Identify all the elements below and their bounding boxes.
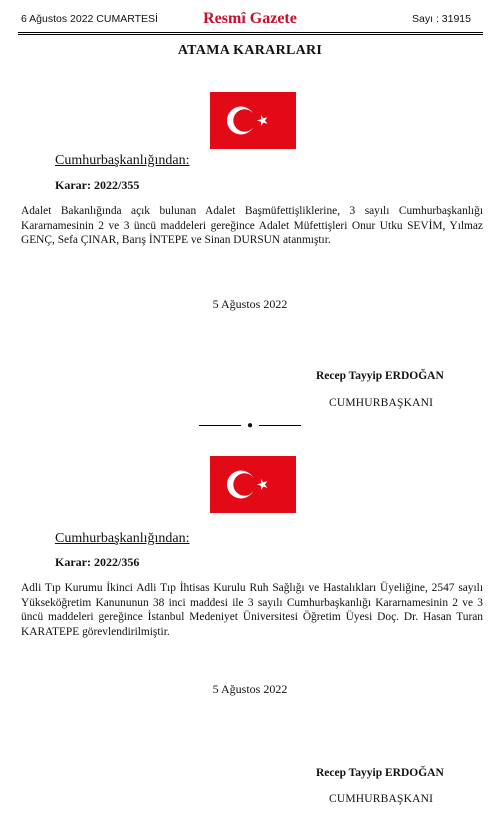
signer-name: Recep Tayyip ERDOĞAN [316, 767, 444, 779]
separator-line-left [199, 425, 241, 426]
gazette-name: Resmî Gazete [203, 10, 297, 27]
turkish-flag-icon [210, 92, 296, 149]
decision-number: Karar: 2022/355 [55, 178, 140, 192]
issuer-label: Cumhurbaşkanlığından: [55, 531, 190, 546]
decision-number: Karar: 2022/356 [55, 555, 140, 569]
decision-date: 5 Ağustos 2022 [212, 297, 288, 311]
header-rule-2 [18, 34, 483, 35]
header-rule [18, 32, 483, 33]
bullet-separator-icon: ● [246, 419, 254, 431]
signer-office: CUMHURBAŞKANI [329, 793, 434, 805]
issuer-label: Cumhurbaşkanlığından: [55, 153, 190, 168]
decision-text: Adalet Bakanlığında açık bulunan Adalet Başmüfettişliklerine, 3 sayılı Cumhurbaşkanlığı Kararnamesinin 2 ve 3 üncü maddeleri gereğince Adalet Müfettişleri Onur Utku SEVİM, Yılmaz GENÇ, Sefa ÇINAR, Barış İNTEPE ve Sinan DURSUN atanmıştır. [21, 205, 483, 246]
header-date: 6 Ağustos 2022 CUMARTESİ [21, 13, 158, 25]
gazette-header [0, 10, 500, 30]
turkish-flag-icon [210, 456, 296, 513]
issue-number: Sayı : 31915 [412, 13, 471, 25]
signer-name: Recep Tayyip ERDOĞAN [316, 370, 444, 382]
decision-date: 5 Ağustos 2022 [212, 682, 288, 696]
decision-text: Adli Tıp Kurumu İkinci Adli Tıp İhtisas Kurulu Ruh Sağlığı ve Hastalıkları Üyeliğine, 2547 sayılı Yükseköğretim Kanununun 38 inci maddesi ile 3 sayılı Cumhurbaşkanlığı Kararnamesinin 2 ve 3 üncü maddeleri gereğince İstanbul Medeniyet Üniversitesi Öğretim Üyesi Doç. Dr. Hasan Turan KARATEPE görevlendirilmiştir. [21, 582, 483, 638]
separator-line-right [259, 425, 301, 426]
page-title: ATAMA KARARLARI [177, 43, 323, 58]
signer-office: CUMHURBAŞKANI [329, 397, 434, 409]
section-separator [0, 416, 500, 434]
